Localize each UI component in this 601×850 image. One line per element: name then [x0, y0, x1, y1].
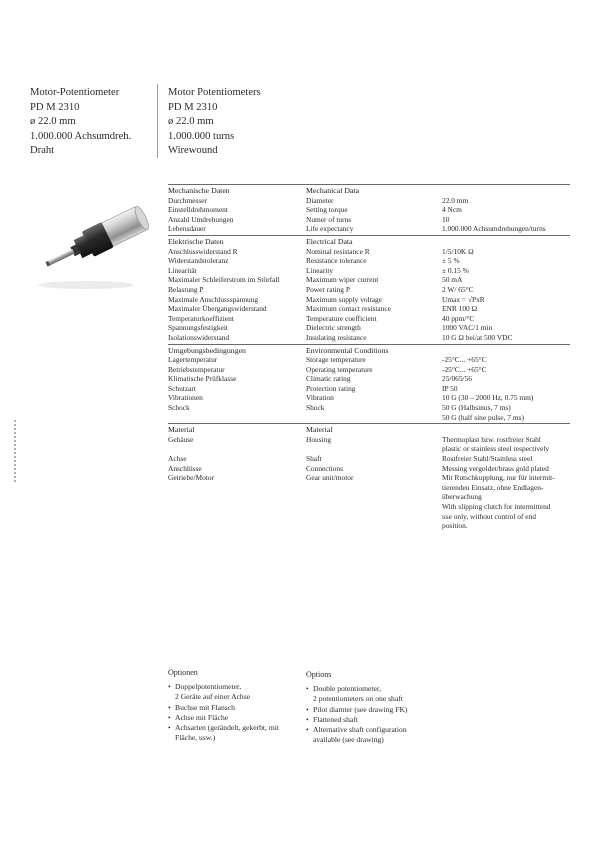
header-line: 1.000.000 turns — [168, 130, 235, 142]
spec-row — [168, 403, 570, 422]
spec-line: Schock — [168, 403, 190, 413]
section-spacer — [442, 425, 570, 435]
spec-line: Setting torque — [306, 205, 348, 215]
spec-line: Insulating resistance — [306, 332, 367, 342]
spec-row — [168, 454, 570, 464]
spec-label-de — [168, 205, 306, 215]
spec-label-de — [168, 196, 306, 206]
spec-label-en — [306, 393, 442, 403]
spec-row — [168, 435, 570, 454]
spec-line: 10 G (30 – 2000 Hz, 0.75 mm) — [442, 393, 534, 403]
spec-line: Schutzart — [168, 383, 196, 393]
section-title-de: Umgebungsbedingungen — [168, 345, 246, 355]
spec-line: Vibration — [306, 393, 334, 403]
bullet-icon: • — [168, 723, 171, 733]
option-item — [306, 725, 456, 745]
spec-line: position. — [442, 521, 468, 531]
spec-label-en — [306, 365, 442, 375]
spec-label-en — [306, 205, 442, 215]
spec-label-de — [168, 256, 306, 266]
spec-label-en — [306, 323, 442, 333]
spec-label-de — [168, 384, 306, 394]
spec-line: 50 G (half sine pulse, 7 ms) — [442, 412, 524, 422]
spec-label-en — [306, 464, 442, 474]
bullet-icon: • — [306, 714, 309, 724]
option-line: Achsarten (gerändelt, gekerbt, mit — [175, 723, 279, 733]
option-line: Alternative shaft configuration — [313, 725, 407, 735]
spec-section — [168, 235, 570, 343]
spec-line: Betriebstemperatur — [168, 364, 225, 374]
spec-row — [168, 205, 570, 215]
header-line: Motor Potentiometers — [168, 87, 261, 98]
section-heading — [168, 345, 570, 356]
spec-line: Spannungsfestigkeit — [168, 323, 228, 333]
spec-value — [442, 435, 570, 454]
spec-value — [442, 314, 570, 324]
spec-line: Anschlüsse — [168, 463, 202, 473]
spec-line: 1000 VAC/1 min — [442, 323, 493, 333]
option-item — [168, 713, 298, 723]
options-german — [168, 668, 298, 743]
spec-line: 10 G Ω bei/at 500 VDC — [442, 332, 513, 342]
spec-line: Widerstandstoleranz — [168, 256, 229, 266]
spec-label-de — [168, 473, 306, 531]
spec-line: Diameter — [306, 195, 334, 205]
spec-line: Shaft — [306, 454, 322, 464]
spec-value — [442, 403, 570, 422]
spec-line: Klimatische Prüfklasse — [168, 374, 237, 384]
spec-row — [168, 314, 570, 324]
spec-row — [168, 365, 570, 375]
spec-line: Shock — [306, 403, 325, 413]
spec-label-de — [168, 266, 306, 276]
spec-label-de — [168, 393, 306, 403]
spec-value — [442, 374, 570, 384]
option-text — [313, 705, 407, 715]
spec-label-en — [306, 314, 442, 324]
spec-row — [168, 285, 570, 295]
spec-value — [442, 355, 570, 365]
header-line: ø 22.0 mm — [30, 116, 76, 128]
bullet-icon: • — [168, 702, 171, 712]
spec-line: Operating temperature — [306, 364, 373, 374]
option-item — [168, 682, 298, 702]
spec-line: Einstelldrehmoment — [168, 205, 228, 215]
spec-label-de — [168, 355, 306, 365]
bullet-icon: • — [306, 704, 309, 714]
spec-value — [442, 275, 570, 285]
spec-line: Maximum contact resistance — [306, 304, 391, 314]
spec-line: Temperaturkoeffizient — [168, 313, 234, 323]
spec-value — [442, 256, 570, 266]
spec-line: Anschlusswiderstand R — [168, 246, 238, 256]
spec-label-en — [306, 266, 442, 276]
spec-line: Climatic rating — [306, 374, 351, 384]
spec-label-en — [306, 215, 442, 225]
options-title: Optionen — [168, 668, 198, 677]
spec-label-en — [306, 403, 442, 422]
margin-mark — [14, 420, 16, 482]
spec-label-de — [168, 333, 306, 343]
spec-line: Maximum wiper current — [306, 275, 379, 285]
header-line: 1.000.000 Achsumdreh. — [30, 130, 132, 142]
spec-row — [168, 333, 570, 343]
spec-line: Thermoplast bzw. rostfreier Stahl — [442, 434, 541, 444]
spec-line: Isolationswiderstand — [168, 332, 230, 342]
spec-line: Connections — [306, 463, 343, 473]
spec-label-de — [168, 403, 306, 422]
spec-line: 50 G (Halbsinus, 7 ms) — [442, 403, 511, 413]
spec-line: Mit Rutschkupplung, nur für intermit- — [442, 473, 555, 483]
spec-line: Gear unit/motor — [306, 473, 354, 483]
spec-line: überwachung — [442, 492, 482, 502]
spec-value — [442, 393, 570, 403]
spec-label-en — [306, 355, 442, 365]
spec-line: Linearity — [306, 265, 334, 275]
spec-line: 1.000.000 Achsumdrehungen/turns — [442, 224, 546, 234]
option-item — [168, 703, 298, 713]
spec-row — [168, 355, 570, 365]
bullet-icon: • — [306, 684, 309, 694]
spec-value — [442, 196, 570, 206]
section-title-de: Elektrische Daten — [168, 236, 224, 246]
spec-value — [442, 384, 570, 394]
section-spacer — [442, 346, 570, 356]
section-spacer — [442, 186, 570, 196]
spec-value — [442, 285, 570, 295]
spec-row — [168, 374, 570, 384]
spec-label-en — [306, 435, 442, 454]
spec-line: Vibrationen — [168, 393, 203, 403]
header-divider — [157, 84, 158, 158]
spec-line: ENR 100 Ω — [442, 304, 478, 314]
section-heading — [168, 236, 570, 247]
spec-line: Achse — [168, 454, 187, 464]
spec-row — [168, 393, 570, 403]
spec-label-de — [168, 374, 306, 384]
spec-row — [168, 266, 570, 276]
section-title-en: Electrical Data — [306, 236, 353, 246]
motor-potentiometer-photo — [30, 188, 160, 293]
options-english — [306, 670, 456, 745]
option-line: Pilot diamter (see drawing FK) — [313, 704, 408, 714]
option-line: Flattened shaft — [313, 714, 358, 724]
section-title-de: Mechanische Daten — [168, 186, 230, 195]
header-line: ø 22.0 mm — [168, 116, 214, 128]
spec-value — [442, 333, 570, 343]
header-line: PD M 2310 — [168, 101, 218, 113]
spec-value — [442, 304, 570, 314]
spec-line: Power rating P — [306, 284, 350, 294]
spec-value — [442, 473, 570, 531]
option-line: Buchse mit Flansch — [175, 702, 235, 712]
header-english — [168, 86, 261, 159]
header-german — [30, 86, 131, 159]
spec-row — [168, 275, 570, 285]
spec-label-en — [306, 473, 442, 531]
spec-label-en — [306, 285, 442, 295]
spec-row — [168, 295, 570, 305]
spec-row — [168, 384, 570, 394]
spec-label-de — [168, 304, 306, 314]
spec-label-de — [168, 275, 306, 285]
spec-label-en — [306, 454, 442, 464]
spec-label-en — [306, 384, 442, 394]
spec-section — [168, 423, 570, 531]
option-item — [306, 684, 456, 704]
spec-row — [168, 256, 570, 266]
section-title-de: Material — [168, 425, 195, 435]
option-item — [306, 715, 456, 725]
spec-label-de — [168, 224, 306, 234]
option-text — [175, 703, 235, 713]
spec-label-de — [168, 215, 306, 225]
option-line: Achse mit Fläche — [175, 712, 229, 722]
header-line: Wirewound — [168, 145, 218, 157]
spec-row — [168, 196, 570, 206]
option-text — [175, 713, 228, 723]
option-line: 2 potentiometers on one shaft — [313, 694, 403, 704]
option-line: Double potentiometer, — [313, 684, 382, 694]
spec-label-de — [168, 323, 306, 333]
section-heading — [168, 424, 570, 435]
bullet-icon: • — [306, 725, 309, 735]
spec-line: Linearität — [168, 265, 197, 275]
spec-line: Rostfreier Stahl/Stainless steel — [442, 454, 533, 464]
spec-line: Durchmesser — [168, 195, 207, 205]
option-line: 2 Geräte auf einer Achse — [175, 692, 251, 702]
spec-value — [442, 205, 570, 215]
spec-line: Temperature coefficient — [306, 313, 377, 323]
section-title-en: Environmental Conditions — [306, 345, 389, 355]
section-heading — [168, 185, 570, 196]
spec-label-en — [306, 374, 442, 384]
spec-line: Belastung P — [168, 284, 204, 294]
spec-line: plastic or stainless steel respectively — [442, 444, 550, 454]
spec-value — [442, 454, 570, 464]
spec-row — [168, 224, 570, 234]
spec-row — [168, 215, 570, 225]
spec-row — [168, 323, 570, 333]
spec-label-en — [306, 275, 442, 285]
spec-line: 2 W/ 65°C — [442, 284, 474, 294]
spec-line: Life expectancy — [306, 224, 354, 234]
spec-label-en — [306, 304, 442, 314]
spec-line: 22.0 mm — [442, 195, 469, 205]
spec-label-en — [306, 295, 442, 305]
spec-section — [168, 344, 570, 423]
spec-value — [442, 215, 570, 225]
spec-line: Umax = √PxR — [442, 294, 485, 304]
spec-label-en — [306, 196, 442, 206]
section-title-en: Mechanical Data — [306, 186, 360, 195]
spec-line: use only, without control of end — [442, 511, 536, 521]
spec-label-de — [168, 285, 306, 295]
spec-label-de — [168, 295, 306, 305]
spec-line: IP 50 — [442, 383, 458, 393]
spec-value — [442, 224, 570, 234]
bullet-icon: • — [168, 682, 171, 692]
spec-label-en — [306, 333, 442, 343]
spec-label-de — [168, 365, 306, 375]
spec-line: -25°C... +65°C — [442, 355, 487, 365]
spec-line: 40 ppm/°C — [442, 313, 475, 323]
spec-line: Anzahl Umdrehungen — [168, 214, 234, 224]
spec-label-de — [168, 435, 306, 454]
spec-line: With slipping clutch for intermittend — [442, 502, 551, 511]
spec-label-de — [168, 464, 306, 474]
spec-line: Nominal resistance R — [306, 246, 370, 256]
option-text — [313, 715, 358, 725]
spec-line: Maximaler Schleiferstrom im Störfall — [168, 275, 280, 285]
spec-line: 1/5/10K Ω — [442, 246, 474, 256]
option-line: Fläche, usw.) — [175, 733, 216, 743]
spec-value — [442, 323, 570, 333]
spec-line: ± 5 % — [442, 256, 460, 266]
spec-line: Messing vergoldet/brass gold plated — [442, 463, 549, 473]
option-text — [313, 725, 407, 745]
spec-label-de — [168, 314, 306, 324]
spec-line: ± 0.15 % — [442, 265, 469, 275]
header-line: Motor-Potentiometer — [30, 87, 120, 98]
section-title-en: Material — [306, 425, 333, 435]
header-line: Draht — [30, 145, 55, 157]
spec-line: Lebensdauer — [168, 224, 206, 234]
spec-value — [442, 247, 570, 257]
header-line: PD M 2310 — [30, 101, 80, 113]
spec-label-en — [306, 247, 442, 257]
option-item — [306, 705, 456, 715]
spec-line: Numer of turns — [306, 214, 352, 224]
spec-line: 50 mA — [442, 275, 463, 285]
spec-line: Lagertemperatur — [168, 355, 218, 365]
bullet-icon: • — [168, 712, 171, 722]
spec-line: Gehäuse — [168, 434, 194, 444]
spec-line: Protection rating — [306, 383, 356, 393]
spec-line: Maximale Anschlussspannung — [168, 294, 259, 304]
spec-line: 10 — [442, 214, 450, 224]
spec-section — [168, 184, 570, 234]
spec-line: Dielectric strength — [306, 323, 361, 333]
spec-line: Storage temperature — [306, 355, 366, 365]
spec-label-en — [306, 224, 442, 234]
options-title: Options — [306, 670, 332, 679]
spec-line: Maximaler Übergangswiderstand — [168, 304, 267, 314]
option-text — [175, 723, 279, 743]
spec-label-de — [168, 247, 306, 257]
spec-line: 25/065/56 — [442, 374, 472, 384]
spec-value — [442, 365, 570, 375]
spec-value — [442, 266, 570, 276]
spec-label-de — [168, 454, 306, 464]
spec-value — [442, 295, 570, 305]
spec-line: Housing — [306, 434, 332, 444]
option-line: available (see drawing) — [313, 735, 384, 745]
option-item — [168, 723, 298, 743]
option-line: Doppelpotentiometer, — [175, 682, 242, 692]
option-text — [175, 682, 250, 702]
spec-label-en — [306, 256, 442, 266]
spec-value — [442, 464, 570, 474]
spec-row — [168, 473, 570, 531]
spec-line: 4 Ncm — [442, 205, 462, 215]
spec-line: -25°C... +65°C — [442, 364, 487, 374]
spec-line: tierenden Einsatz, ohne Endlagen- — [442, 482, 544, 492]
option-text — [313, 684, 403, 704]
spec-line: Resistance tolerance — [306, 256, 367, 266]
spec-row — [168, 247, 570, 257]
spec-row — [168, 464, 570, 474]
section-spacer — [442, 237, 570, 247]
spec-line: Getriebe/Motor — [168, 473, 214, 483]
specification-table — [168, 183, 570, 531]
spec-line: Maximum supply voltage — [306, 294, 382, 304]
spec-row — [168, 304, 570, 314]
